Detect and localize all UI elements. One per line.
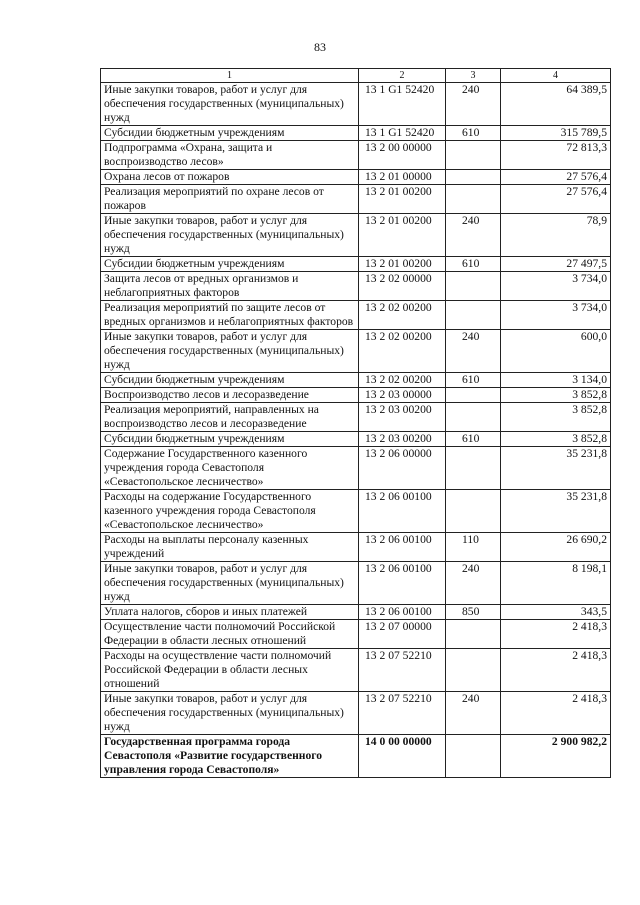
- row-code: 13 2 07 00000: [359, 620, 446, 649]
- row-type: 240: [446, 562, 501, 605]
- row-amount: 27 576,4: [501, 185, 611, 214]
- row-amount: 35 231,8: [501, 490, 611, 533]
- row-code: 13 2 06 00100: [359, 605, 446, 620]
- row-name: Субсидии бюджетным учреждениям: [101, 257, 359, 272]
- table-row: [101, 214, 611, 257]
- row-name: Осуществление части полномочий Российской Федерации в области лесных отношений: [101, 620, 359, 649]
- row-code: 13 2 01 00200: [359, 214, 446, 257]
- row-type: [446, 620, 501, 649]
- table-row: [101, 447, 611, 490]
- row-amount: 2 418,3: [501, 620, 611, 649]
- row-name: Иные закупки товаров, работ и услуг для обеспечения государственных (муниципальных) нужд: [101, 330, 359, 373]
- row-code: 13 2 06 00000: [359, 447, 446, 490]
- row-name: Уплата налогов, сборов и иных платежей: [101, 605, 359, 620]
- row-name: Субсидии бюджетным учреждениям: [101, 126, 359, 141]
- row-type: [446, 141, 501, 170]
- budget-table: [100, 68, 611, 778]
- row-amount: 3 734,0: [501, 301, 611, 330]
- row-amount: 3 852,8: [501, 403, 611, 432]
- row-amount: 27 576,4: [501, 170, 611, 185]
- row-type: [446, 490, 501, 533]
- row-name: Содержание Государственного казенного учреждения города Севастополя «Севастопольское лесничество»: [101, 447, 359, 490]
- row-amount: 78,9: [501, 214, 611, 257]
- row-amount: 3 852,8: [501, 388, 611, 403]
- row-amount: 3 134,0: [501, 373, 611, 388]
- row-type: 610: [446, 373, 501, 388]
- header-col-2: 2: [359, 69, 446, 83]
- row-type: 610: [446, 257, 501, 272]
- row-type: [446, 272, 501, 301]
- row-name: Защита лесов от вредных организмов и неблагоприятных факторов: [101, 272, 359, 301]
- table-row: [101, 170, 611, 185]
- row-name: Реализация мероприятий по защите лесов от вредных организмов и неблагоприятных факторов: [101, 301, 359, 330]
- row-code: 13 2 03 00000: [359, 388, 446, 403]
- row-type: 240: [446, 330, 501, 373]
- row-amount: 2 418,3: [501, 649, 611, 692]
- row-name: Расходы на выплаты персоналу казенных учреждений: [101, 533, 359, 562]
- row-type: [446, 185, 501, 214]
- row-type: [446, 447, 501, 490]
- table-row: [101, 403, 611, 432]
- row-amount: 35 231,8: [501, 447, 611, 490]
- row-name: Государственная программа города Севастополя «Развитие государственного управления города Севастополя»: [101, 735, 359, 778]
- row-type: 610: [446, 126, 501, 141]
- table-row: [101, 141, 611, 170]
- row-amount: 27 497,5: [501, 257, 611, 272]
- row-amount: 315 789,5: [501, 126, 611, 141]
- row-code: 13 2 01 00000: [359, 170, 446, 185]
- row-amount: 64 389,5: [501, 83, 611, 126]
- row-type: [446, 388, 501, 403]
- table-row: [101, 126, 611, 141]
- row-name: Иные закупки товаров, работ и услуг для обеспечения государственных (муниципальных) нужд: [101, 692, 359, 735]
- row-type: [446, 735, 501, 778]
- row-code: 13 2 01 00200: [359, 257, 446, 272]
- table-row: [101, 301, 611, 330]
- row-type: [446, 170, 501, 185]
- table-row: [101, 185, 611, 214]
- row-type: 240: [446, 214, 501, 257]
- row-code: 13 2 07 52210: [359, 692, 446, 735]
- row-code: 13 1 G1 52420: [359, 83, 446, 126]
- row-type: 240: [446, 83, 501, 126]
- table-row: [101, 649, 611, 692]
- row-type: 610: [446, 432, 501, 447]
- table-row: [101, 692, 611, 735]
- row-type: 850: [446, 605, 501, 620]
- row-amount: 72 813,3: [501, 141, 611, 170]
- row-amount: 26 690,2: [501, 533, 611, 562]
- row-name: Расходы на содержание Государственного казенного учреждения города Севастополя «Севастопольское лесничество»: [101, 490, 359, 533]
- row-name: Иные закупки товаров, работ и услуг для обеспечения государственных (муниципальных) нужд: [101, 562, 359, 605]
- row-code: 13 1 G1 52420: [359, 126, 446, 141]
- row-code: 13 2 03 00200: [359, 432, 446, 447]
- row-amount: 343,5: [501, 605, 611, 620]
- table-row: [101, 533, 611, 562]
- row-type: [446, 649, 501, 692]
- row-type: 110: [446, 533, 501, 562]
- row-code: 13 2 07 52210: [359, 649, 446, 692]
- row-code: 13 2 00 00000: [359, 141, 446, 170]
- row-name: Охрана лесов от пожаров: [101, 170, 359, 185]
- row-name: Иные закупки товаров, работ и услуг для обеспечения государственных (муниципальных) нужд: [101, 83, 359, 126]
- table-row: [101, 330, 611, 373]
- row-name: Реализация мероприятий по охране лесов от пожаров: [101, 185, 359, 214]
- row-code: 13 2 01 00200: [359, 185, 446, 214]
- row-code: 13 2 06 00100: [359, 533, 446, 562]
- table-row: [101, 388, 611, 403]
- table-row: [101, 373, 611, 388]
- table-row: [101, 735, 611, 778]
- page-number: 83: [314, 40, 326, 54]
- row-code: 13 2 02 00000: [359, 272, 446, 301]
- header-col-4: 4: [501, 69, 611, 83]
- row-name: Иные закупки товаров, работ и услуг для обеспечения государственных (муниципальных) нужд: [101, 214, 359, 257]
- header-row: [101, 69, 611, 83]
- row-amount: 3 734,0: [501, 272, 611, 301]
- table-row: [101, 605, 611, 620]
- row-code: 14 0 00 00000: [359, 735, 446, 778]
- header-col-1: 1: [101, 69, 359, 83]
- table-row: [101, 83, 611, 126]
- table-row: [101, 257, 611, 272]
- row-amount: 2 900 982,2: [501, 735, 611, 778]
- table-row: [101, 272, 611, 301]
- row-code: 13 2 06 00100: [359, 562, 446, 605]
- row-code: 13 2 02 00200: [359, 330, 446, 373]
- row-type: 240: [446, 692, 501, 735]
- row-amount: 3 852,8: [501, 432, 611, 447]
- row-amount: 600,0: [501, 330, 611, 373]
- row-code: 13 2 02 00200: [359, 373, 446, 388]
- row-code: 13 2 06 00100: [359, 490, 446, 533]
- row-name: Расходы на осуществление части полномочий Российской Федерации в области лесных отношений: [101, 649, 359, 692]
- row-name: Субсидии бюджетным учреждениям: [101, 373, 359, 388]
- header-col-3: 3: [446, 69, 501, 83]
- row-amount: 2 418,3: [501, 692, 611, 735]
- row-name: Субсидии бюджетным учреждениям: [101, 432, 359, 447]
- table-row: [101, 490, 611, 533]
- row-type: [446, 301, 501, 330]
- row-type: [446, 403, 501, 432]
- row-name: Подпрограмма «Охрана, защита и воспроизводство лесов»: [101, 141, 359, 170]
- table-row: [101, 432, 611, 447]
- row-code: 13 2 02 00200: [359, 301, 446, 330]
- row-code: 13 2 03 00200: [359, 403, 446, 432]
- row-name: Реализация мероприятий, направленных на воспроизводство лесов и лесоразведение: [101, 403, 359, 432]
- table-row: [101, 562, 611, 605]
- row-name: Воспроизводство лесов и лесоразведение: [101, 388, 359, 403]
- table-row: [101, 620, 611, 649]
- row-amount: 8 198,1: [501, 562, 611, 605]
